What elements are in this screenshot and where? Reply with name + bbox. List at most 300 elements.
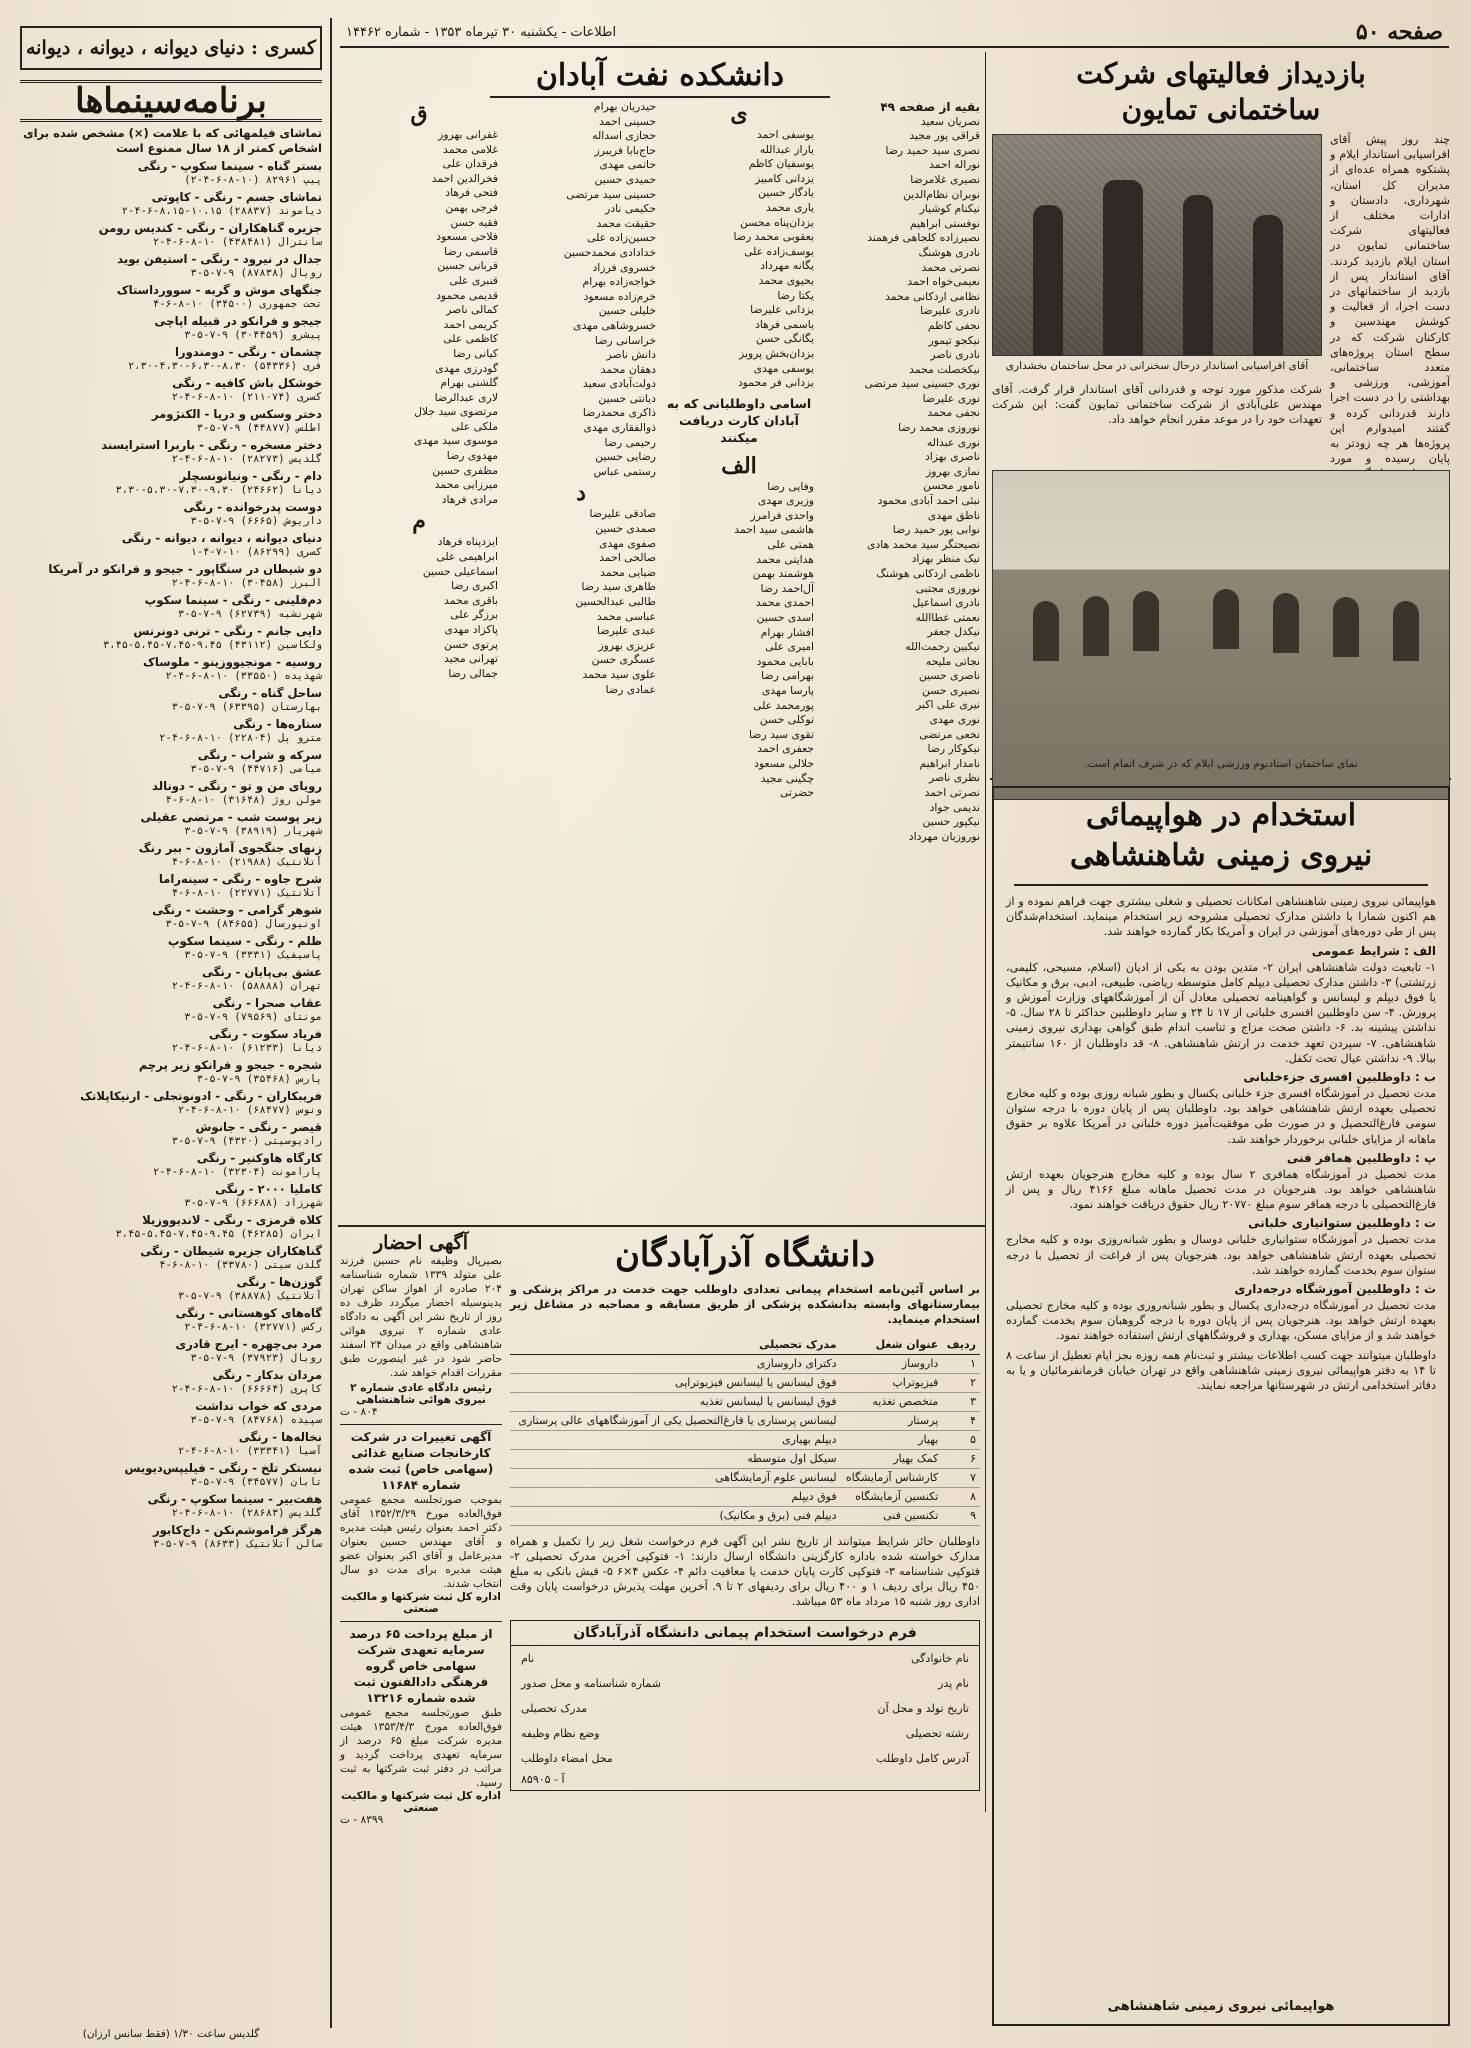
candidate-name: رحیمی رضا — [604, 435, 656, 449]
movie-item — [20, 1182, 322, 1210]
movie-item — [20, 624, 322, 652]
movie-item — [20, 159, 322, 187]
movie-title: سرکه و شراب - رنگی — [197, 748, 322, 762]
tamayon-article — [992, 56, 1450, 776]
candidate-name: فرجی بهمن — [445, 200, 498, 214]
stadium-arch — [1033, 601, 1059, 661]
air-force-general: ۱- تابعیت دولت شاهنشاهی ایران ۲- متدین بودن به یکی از ادیان (اسلام، مسیحی، کلیمی، زرتشتی) ۳- داشتن مدارک تحصیلی دیپلم کامل متوسطه ریاضی، طبیعی، ادبی، برق و مکانیک یا فوق دیپلم و لیسانس و گواهینامه تحصیلی معادل آن از آموزشگاههای وزارت آموزش و پرورش. ۴- سن داوطلبین افسری خلبانی از ۱۷ تا ۲۴ و سایر داوطلبین حداکثر تا ۲۸ سال. ۵- نداشتن پیشینه بد. ۶- داشتن صحت مزاج و تناسب اندام طبق گواهی بهداری نیروی زمینی شاهنشاهی. ۷- سپردن تعهد خدمت در ارتش شاهنشاهی. ۸- قد داوطلبان از ۱۶۰ سانتیمتر ببالا. ۹- نداشتن عیال تحت تکفل. — [1006, 960, 1436, 1065]
candidate-name: حیدریان بهرام — [593, 100, 656, 113]
movie-showtimes: پیپ ۸۲۹۶۱ (۱۰-۸-۶-۴-۲) — [184, 174, 322, 186]
candidate-name: هاشمی سید احمد — [734, 523, 814, 537]
notice-title: آگهی احضار — [374, 1232, 468, 1254]
movie-showtimes: دیانا (۲۴۶۶۲) ۹،۳۰-۷،۳۰-۵،۳۰-۳،۳۰ — [115, 484, 322, 496]
air-force-title-1: استخدام در هواپیمائی — [1085, 798, 1357, 833]
movie-item — [20, 1306, 322, 1334]
candidate-name: نوری علیرضا — [922, 391, 980, 405]
candidate-name: نیک منظر بهزاد — [911, 552, 980, 566]
form-field-label: نام پدر — [938, 1676, 969, 1690]
movie-showtimes: رکس (۳۲۷۷۱) ۱۰-۸-۶-۴-۲ — [184, 1321, 322, 1333]
movie-showtimes: میامی (۴۴۷۱۶) ۹-۷-۵-۳ — [190, 763, 322, 775]
candidate-name: دولت‌آبادی سعید — [582, 377, 656, 391]
candidate-name: کیانی رضا — [453, 346, 498, 360]
names-list-3 — [506, 100, 656, 479]
names-column — [340, 100, 498, 681]
candidate-name: نیکنام کوشیار — [919, 202, 980, 216]
candidate-name: نیکدل جعفر — [927, 625, 980, 639]
movie-title: فریبکاران - رنگی - ادونوتجلی - ارنیکاپلاتک — [80, 1089, 322, 1103]
candidate-name: ملکی علی — [451, 419, 498, 433]
candidate-name: نصیری غلامرضا — [910, 172, 980, 186]
candidate-name: یکتا رضا — [777, 288, 814, 302]
movie-showtimes: البرز (۳۰۴۵۸) ۱۰-۸-۶-۴-۲ — [171, 577, 322, 589]
candidate-name: گلشنی بهرام — [440, 376, 498, 390]
movie-title: قیصر - رنگی - جانوش — [195, 1120, 322, 1134]
movie-item — [20, 221, 322, 249]
candidate-name: غلامی محمد — [443, 142, 498, 156]
capital-body: طبق صورتجلسه مجمع عمومی فوق‌العاده مورخ ۱۳۵۳/۴/۳ هیئت مدیره شرکت مبلغ ۶۵ درصد از سرمایه تعهدی پرداخت گردید و مراتب در دفتر ثبت شرکتها به ثبت رسید. — [340, 1707, 503, 1789]
candidate-name: رضایی حسین — [595, 450, 656, 464]
candidate-name: نصرتی محمد — [921, 260, 980, 274]
table-cell: فوق دیپلم — [510, 1487, 841, 1506]
stadium-arch — [1083, 596, 1109, 656]
candidate-name: اسدی حسین — [756, 611, 814, 625]
candidate-name: یوسفی مهدی — [753, 361, 814, 375]
candidate-name: نجفی محمد — [927, 406, 980, 420]
movie-showtimes: کسری (۸۶۲۹۹) ۱۰-۷-۴-۱ — [190, 546, 322, 558]
candidate-name: جمالی رضا — [448, 666, 498, 680]
governor-photo-caption: آقای افراسیابی استاندار درحال سخنرانی در محل ساختمان بخشداری — [1005, 360, 1309, 372]
movie-item — [20, 252, 322, 280]
candidate-name: پورمحمد علی — [753, 698, 814, 712]
candidate-name: نصیری حسن — [922, 683, 980, 697]
candidate-name: عباسی محمد — [596, 609, 656, 623]
movie-item — [20, 190, 322, 218]
table-cell: داروساز — [841, 1354, 943, 1373]
movie-title: دختر وسکس و دریا - الکنژومر — [151, 407, 322, 421]
candidate-name: خدادادی محمدحسین — [563, 245, 656, 259]
candidate-name: چگینی مجید — [760, 771, 814, 785]
movie-showtimes: مترو پل (۲۲۸۰۴) ۱۰-۸-۶-۴-۲ — [159, 732, 322, 744]
stadium-arch — [1133, 591, 1159, 651]
capital-title: از مبلغ پرداخت ۶۵ درصد سرمایه تعهدی شرکت سهامی خاص گروه فرهنگی دادالفنون ثبت شده شماره ۱۳۲۱۶ — [340, 1621, 502, 1706]
application-form — [510, 1620, 980, 1791]
candidate-name: خرم‌زاده مسعود — [583, 289, 656, 303]
table-cell: پرستار — [841, 1411, 943, 1430]
movie-item — [20, 407, 322, 435]
capital-code: ۸۳۹۹ - ت — [340, 1814, 384, 1826]
stadium-arch — [1333, 597, 1359, 657]
movie-showtimes: رادیوسیتی (۴۳۲۰) ۹-۷-۵-۳ — [171, 1135, 322, 1147]
movie-item — [20, 717, 322, 745]
movie-item — [20, 438, 322, 466]
candidate-name: یزدان‌بخش پرویز — [738, 346, 814, 360]
candidate-name: موسوی سید مهدی — [413, 434, 498, 448]
table-cell: فوق لیسانس یا لیسانس تغذیه — [510, 1392, 841, 1411]
table-row — [510, 1468, 980, 1487]
movie-item — [20, 1368, 322, 1396]
azarabadegan-ad — [510, 1232, 980, 2022]
table-cell: ۳ — [942, 1392, 980, 1411]
candidate-name: نامور محسن — [923, 479, 980, 493]
candidate-name: تقوی سید رضا — [748, 727, 814, 741]
movie-title: کاملیا ۲۰۰۰ - رنگی — [215, 1182, 322, 1196]
candidate-name: یگانه مهرداد — [760, 259, 814, 273]
air-force-b-body: مدت تحصیل در آموزشگاه افسری جزء خلبانی یکسال و بطور شبانه روزی بوده و کلیه مخارج تحصیلی بعهده ارتش شاهنشاهی خواهد بود. داوطلبان پس از پایان دوره با درجه ستوان سومی فارغ‌التحصیل و در صورت طی موفقیت‌آمیز دوره خلبانی در آمریکا علاوه بر حقوق ماهانه از مزایای خلبانی برخوردار خواهند شد. — [1006, 1087, 1436, 1146]
movie-item — [20, 469, 322, 497]
movie-title: تماشای جسم - رنگی - کاپوتی — [151, 190, 322, 204]
candidate-name: قراقی پور مجید — [909, 129, 980, 143]
movie-title: دنیای دیوانه ، دیوانه ، دیوانه - رنگی — [121, 531, 322, 545]
movie-title: مرد بی‌چهره - ایرج قادری — [175, 1337, 322, 1351]
candidate-name: ندیمی جواد — [929, 800, 980, 814]
candidate-name: ناصری بهزاد — [924, 450, 980, 464]
candidate-name: حاتمی مهدی — [599, 158, 656, 172]
candidate-name: نوابی پور حمید رضا — [892, 523, 980, 537]
candidate-name: نامدار ابراهیم — [919, 756, 980, 770]
tamayon-body: چند روز پیش آقای افراسیابی استاندار ایلام و پشتکوه همراه عده‌ای از مدیران کل استان، شهرداری، دادستان و ادارات مختلف از فعالیتهای شرکت ساختمانی تمایون در استان ایلام بازدید کردند. آقای استاندار پس از بازدید از ساختمانهای در دست اجرا، از فعالیت و کوشش مهندسین و کارکنان شرکت که در سطح استان پروژه‌های متعدد ساختمانی، آموزشی، ورزشی و بهداشتی را در دست اجرا دارند قدردانی کرده و گفتند امیدوارم این پروژه‌ها هر چه زودتر به پایان رسیده و مورد — [1330, 133, 1450, 466]
issue-line: اطلاعات - یکشنبه ۳۰ تیرماه ۱۳۵۳ - شماره ۱۴۴۶۲ — [346, 24, 617, 40]
form-row — [511, 1696, 979, 1721]
table-cell: ۵ — [942, 1430, 980, 1449]
section-rule — [338, 1225, 985, 1227]
form-row — [511, 1746, 979, 1771]
form-field-label: شماره شناسنامه و محل صدور — [521, 1676, 661, 1690]
candidate-name: لاری عبدالرضا — [434, 390, 498, 404]
names-list-5 — [506, 507, 656, 697]
names-list-1 — [822, 115, 980, 845]
movie-title: خوشکل باش کافیه - رنگی — [172, 376, 322, 390]
cinema-intro: تماشای فیلمهائی که با علامت (×) مشخص شده برای اشخاص کمتر از ۱۸ سال ممنوع است — [23, 126, 322, 155]
table-cell: ۷ — [942, 1468, 980, 1487]
table-cell: ۶ — [942, 1449, 980, 1468]
notice-code: ۸۰۴ - ت — [340, 1406, 378, 1418]
movie-showtimes: مولن روژ (۳۱۶۴۸) ۱۰-۸-۶-۴ — [165, 794, 322, 806]
movie-item — [20, 686, 322, 714]
movie-item — [20, 562, 322, 590]
movie-showtimes: داریوش (۶۶۶۵) ۹-۷-۵-۳ — [190, 515, 322, 527]
movie-showtimes: پاسیفیک (۳۳۳۱) ۹-۷-۵-۳ — [184, 949, 322, 961]
abadan-title: دانشکده نفت آبادان — [490, 56, 830, 98]
candidate-name: نیکبین رحمت‌الله — [905, 639, 980, 653]
letter-heading: د — [576, 480, 586, 507]
candidate-name: نوروزی محمد رضا — [898, 421, 980, 435]
tamayon-headline-1: بازدیداز فعالیتهای شرکت — [1076, 57, 1366, 90]
movie-title: دوست پدرخوانده - رنگی — [183, 500, 322, 514]
governor-photo — [992, 134, 1322, 356]
candidate-name: هوشمند بهمن — [752, 567, 814, 581]
movie-title: دایی جانم - رنگی - ترنی دونرنس — [133, 624, 322, 638]
candidate-name: یاسمی فرهاد — [755, 317, 814, 331]
candidate-name: فقیه حسن — [450, 215, 498, 229]
table-cell: ۹ — [942, 1506, 980, 1525]
air-force-sign: هواپیمائی نیروی زمینی شاهنشاهی — [1107, 1999, 1335, 2014]
candidate-name: حقیقت محمد — [596, 216, 656, 230]
candidate-name: امیری علی — [765, 640, 814, 654]
movie-item — [20, 1027, 322, 1055]
cinema-title: برنامه‌سینماها — [20, 80, 322, 122]
table-header: عنوان شغل — [841, 1336, 943, 1355]
letter-heading: ق — [410, 101, 428, 127]
air-force-sec-s: ث : داوطلبین آموزشگاه درجه‌داری — [1234, 1282, 1436, 1297]
movie-item — [20, 1120, 322, 1148]
form-fields — [511, 1646, 979, 1771]
person-figure — [1253, 215, 1283, 355]
movie-title: فریاد سکوت - رنگی — [209, 1027, 322, 1041]
movie-item — [20, 655, 322, 683]
candidate-name: نوری مهدی — [929, 712, 980, 726]
candidate-name: ناظمی اردکانی هوشنگ — [876, 567, 980, 580]
candidate-name: قربانی حسین — [437, 259, 498, 273]
movie-item — [20, 996, 322, 1024]
movie-item — [20, 345, 322, 373]
candidate-name: همتی علی — [767, 538, 814, 552]
movie-item — [20, 1337, 322, 1365]
movie-title: کارگاه هاوکنیر - رنگی — [196, 1151, 322, 1165]
masthead — [340, 18, 1449, 48]
candidate-name: قاسمی رضا — [444, 244, 498, 258]
movie-list — [20, 159, 322, 1551]
form-field-label: نام — [521, 1651, 535, 1665]
tamayon-headline-2: ساختمانی تمایون — [1121, 93, 1321, 126]
movie-item — [20, 1213, 322, 1241]
movie-title: ساحل گناه - رنگی — [218, 686, 322, 700]
form-field-label: نام خانوادگی — [911, 1651, 969, 1665]
candidate-name: علوی سید محمد — [582, 667, 656, 681]
candidate-name: نعیمی‌خواه احمد — [907, 275, 980, 289]
movie-title: مردی که خواب نداشت — [195, 1399, 322, 1413]
letter-heading: الف — [721, 452, 757, 479]
candidate-name: کریمی احمد — [443, 317, 498, 331]
candidate-name: توکلی حسن — [759, 713, 814, 727]
table-row — [510, 1411, 980, 1430]
table-row — [510, 1487, 980, 1506]
tamayon-side-note: شرکت مذکور مورد توجه و قدردانی آقای استاندار قرار گرفت. آقای مهندس علی‌آبادی از شرکت ساختمانی تمایون گفت: این شرکت تعهدات خود را در موعد مقرر انجام خواهد داد. — [992, 383, 1322, 427]
movie-title: کلاه قرمزی - رنگی - لاندیووزیلا — [142, 1213, 322, 1227]
movie-title: ظلم - رنگی - سینما سکوپ — [167, 934, 322, 948]
air-force-s-body: مدت تحصیل در آموزشگاه درجه‌داری یکسال و بطور شبانه‌روزی بوده و کلیه مخارج تحصیلی بعهده ارتش خواهد بود. هنرجویان پس از پایان دوره با درجه گروهبان سوم بخدمت گمارده خواهند شد و از مزایای مسکن، بهداری و فروشگاههای ارتش استفاده خواهند نمود. — [1006, 1299, 1436, 1343]
candidate-name: خسروشاهی مهدی — [573, 318, 656, 332]
movie-item — [20, 1399, 322, 1427]
movie-title: جنگهای موش و گربه - سوورداستاک — [116, 283, 322, 297]
abadan-article — [340, 56, 980, 1221]
candidate-name: یوسف‌زاده علی — [744, 244, 814, 258]
table-cell: کارشناس آزمایشگاه — [841, 1468, 943, 1487]
continued-note: بقیه از صفحه ۴۹ — [880, 100, 980, 114]
form-row — [511, 1646, 979, 1671]
stadium-arch — [1393, 601, 1419, 661]
movie-title: عشق بی‌پایان - رنگی — [202, 965, 322, 979]
candidate-name: ذاکری محمدرضا — [582, 406, 656, 420]
candidate-name: یوسفی احمد — [756, 128, 814, 141]
candidate-name: نوبران نظام‌الدین — [903, 187, 980, 201]
candidate-name: اکبری رضا — [451, 579, 498, 593]
table-row — [510, 1373, 980, 1392]
letter-heading: ی — [730, 101, 748, 127]
air-force-t-body: مدت تحصیل در آموزشگاه ستوانیاری خلبانی دوسال و بطور شبانه‌روزی بوده و کلیه مخارج تحصیلی بعهده ارتش شاهنشاهی خواهد بود. هنرجویان پس از فراغت از تحصیل با درجه ستوان سوم بخدمت گمارده خواهند شد. — [1006, 1233, 1436, 1277]
candidate-name: قدیمی محمود — [436, 288, 498, 302]
candidate-name: ایزدپناه فرهاد — [437, 535, 498, 549]
movie-item — [20, 500, 322, 528]
table-row — [510, 1449, 980, 1468]
candidate-name: پرتوی حسن — [444, 637, 498, 651]
movie-item — [20, 1523, 322, 1551]
movie-title: دختر مسخره - رنگی - باربرا استرایسند — [101, 438, 322, 452]
form-field-label: آدرس کامل داوطلب — [876, 1751, 969, 1765]
candidate-name: عزیزی بهروز — [598, 638, 656, 652]
candidate-name: نوفستی ابراهیم — [909, 216, 980, 230]
names-list-2b — [664, 480, 814, 801]
column-rule — [330, 18, 332, 2028]
movie-title: دو شیطان در سنگاپور - جیجو و فرانکو در آمریکا — [48, 562, 322, 576]
candidate-name: یحیوی محمد — [758, 273, 814, 287]
candidate-name: نوروزی مجتبی — [915, 581, 980, 595]
form-field-label: وضع نظام وظیفه — [521, 1726, 600, 1740]
candidate-name: خلیلی حسین — [598, 304, 656, 318]
candidate-name: مهدوی رضا — [446, 449, 498, 463]
table-cell: متخصص تغذیه — [841, 1392, 943, 1411]
movie-title: جدال در نیرود - رنگی - استیفن بوید — [117, 252, 322, 266]
candidate-name: تهرانی مجید — [443, 652, 498, 666]
movie-title: جزیره گناهکاران - رنگی - کندیس رومن — [98, 221, 322, 235]
table-cell: ۱ — [942, 1354, 980, 1373]
stadium-photo — [992, 470, 1450, 800]
movie-item — [20, 1275, 322, 1303]
candidate-name: فتحی فرهاد — [445, 186, 498, 200]
candidate-name: نوری حسینی سید مرتضی — [864, 377, 980, 391]
movie-item — [20, 903, 322, 931]
candidate-name: رستمی عباس — [593, 464, 656, 478]
candidate-name: نظامی اردکانی محمد — [885, 289, 980, 303]
form-code: آ - ۸۵۹۰۵ — [521, 1772, 565, 1786]
candidate-name: نصری سید حمید رضا — [885, 143, 980, 157]
candidate-name: نخعی مرتضی — [919, 727, 980, 741]
movie-showtimes: آتلانتیک (۲۱۹۸۸) ۱۰-۸-۶-۴ — [171, 856, 322, 868]
movie-item — [20, 531, 322, 559]
table-cell: تکنسین آزمایشگاه — [841, 1487, 943, 1506]
movie-showtimes: آتلانتیک (۲۲۷۷۱) ۱۰-۸-۶-۴ — [171, 887, 322, 899]
movie-showtimes: مونتای (۷۹۵۶۹) ۹-۷-۵-۳ — [184, 1011, 322, 1023]
table-cell: دکترای داروسازی — [510, 1354, 841, 1373]
movie-title: گناهکاران جزیره شیطان - رنگی — [140, 1244, 322, 1258]
person-figure — [1033, 205, 1063, 355]
table-cell: بهیار — [841, 1430, 943, 1449]
movie-showtimes: آسیا (۳۳۳۴۱) ۱۰-۸-۶-۴-۲ — [178, 1445, 322, 1457]
candidate-name: صمدی حسین — [595, 522, 656, 536]
names-list-7 — [340, 535, 498, 681]
candidate-name: اسماعیلی حسین — [422, 564, 498, 578]
candidate-name: بابایی محمود — [756, 654, 814, 668]
candidate-name: نظری ناصر — [928, 771, 980, 785]
movie-item — [20, 748, 322, 776]
air-force-sec-a: الف : شرایط عمومی — [1311, 943, 1436, 958]
candidate-name: نوروزیان مهرداد — [908, 829, 980, 843]
table-row — [510, 1430, 980, 1449]
movie-showtimes: تابان (۳۴۵۷۷) ۹-۷-۵-۳ — [190, 1476, 322, 1488]
movie-showtimes: دیاموند (۲۸۸۳۷) ۱۰،۱۵-۸،۱۵-۶-۴-۲ — [121, 205, 322, 217]
names-column — [822, 100, 980, 844]
movie-showtimes: آتلانتیک (۳۸۸۷۸) ۹-۷-۵-۳ — [178, 1290, 322, 1302]
movie-title: شرح جاوه - رنگی - سینه‌راما — [158, 872, 322, 886]
movie-title: نیستکر تلخ - رنگی - فیلیپس‌دیویس — [124, 1461, 322, 1475]
table-cell: فیزیوتراپ — [841, 1373, 943, 1392]
candidate-name: وفایی رضا — [767, 479, 814, 493]
table-cell: کمک بهیار — [841, 1449, 943, 1468]
table-cell: لیسانس علوم آزمایشگاهی — [510, 1468, 841, 1487]
candidate-name: مرتضوی سید جلال — [414, 405, 498, 419]
candidate-name: باقری محمد — [444, 593, 498, 607]
candidate-name: یادگار حسین — [758, 186, 814, 200]
movie-title: زنهای جنگجوی آمازون - ببر رنگ — [138, 841, 322, 855]
candidate-name: نصیحتگر سید محمد هادی — [867, 537, 980, 551]
table-cell: تکنسین فنی — [841, 1506, 943, 1525]
change-sign: اداره کل ثبت شرکتها و مالکیت صنعتی — [341, 1591, 501, 1615]
candidate-name: نادری علیرضا — [920, 304, 980, 318]
movie-item — [20, 1461, 322, 1489]
cinema-top-banner: کسری : دنیای دیوانه ، دیوانه ، دیوانه — [20, 26, 322, 70]
change-title: آگهی تغییرات در شرکت کارخانجات صنایع غذائی (سهامی خاص) ثبت شده شماره ۱۱۶۸۴ — [340, 1424, 502, 1493]
movie-item — [20, 593, 322, 621]
candidate-name: حجازی اسداله — [592, 129, 656, 143]
notices-column — [340, 1232, 502, 2022]
movie-title: شوهر گرامی - وحشت - رنگی — [152, 903, 322, 917]
movie-title: دم‌فلینی - رنگی - سینما سکوپ — [144, 593, 322, 607]
candidate-name: نیکخصلت محمد — [909, 362, 980, 376]
air-force-p-body: مدت تحصیل در آموزشگاه همافری ۲ سال بوده و کلیه مخارج هنرجویان بعهده ارتش شاهنشاهی خواهد بود. هنرجویان در مدت تحصیل ماهانه مبلغ ۴۱۶۶ ریال و پس از فارغ‌التحصیلی با درجه همافر سوم مبلغ ۲۰۷۷۰ ریال حقوق دریافت خواهند نمود. — [1006, 1167, 1437, 1212]
movie-title: ستاره‌ها - رنگی — [233, 717, 322, 731]
movie-title: گاه‌های کوهستانی - رنگی — [175, 1306, 322, 1320]
movie-showtimes: گلدیس (۲۸۶۸۳) ۱۰-۸-۶-۴-۲ — [171, 1507, 322, 1519]
candidate-name: گودرزی مهدی — [435, 361, 498, 375]
table-row — [510, 1354, 980, 1373]
azarabadegan-lead: بر اساس آئین‌نامه استخدام پیمانی تعدادی داوطلب جهت خدمت در مراکز پزشکی و بیمارستانهای وابسته بدانشکده پزشکی از طریق مسابقه و مصاحبه در مشاغل زیر استخدام مینماید. — [510, 1283, 980, 1327]
movie-showtimes: ایران (۴۶۲۸۵) ۹،۴۵-۷،۴۵-۵،۴۵-۳،۴۵ — [115, 1228, 322, 1240]
candidate-name: پارسا مهدی — [761, 684, 814, 697]
candidate-name: ضیایی محمد — [600, 565, 656, 579]
candidate-name: افشار بهرام — [760, 625, 814, 639]
candidate-name: نبئی احمد آبادی محمود — [877, 494, 980, 508]
air-force-sec-p: پ : داوطلبین همافر فنی — [1286, 1150, 1436, 1165]
person-figure — [1183, 195, 1213, 355]
candidate-name: ابراهیمی علی — [436, 550, 498, 564]
candidate-name: حسین‌زاده علی — [587, 231, 656, 245]
candidate-name: خسروی فرزاد — [592, 260, 656, 274]
candidate-name: نعمتی عطاالله — [915, 610, 980, 624]
names-list-2 — [664, 128, 814, 391]
form-field-label: تاریخ تولد و محل آن — [877, 1701, 969, 1715]
movie-item — [20, 314, 322, 342]
candidate-name: نجفی کاظم — [927, 318, 980, 332]
candidate-name: میرزایی محمد — [434, 478, 498, 492]
movie-showtimes: پیشرو (۳۰۴۴۵۹) ۹-۷-۵-۳ — [184, 329, 322, 341]
movie-item — [20, 376, 322, 404]
candidate-name: غفرانی بهروز — [438, 128, 498, 141]
air-force-lead: هواپیمائی نیروی زمینی شاهنشاهی امکانات تحصیلی و شغلی بیشتری جهت فراهم نموده و از هم اکنون شمارا با داشتن مدارک تحصیلی مشروحه زیر استخدام مینماید. استخدام‌شدگان پس از طی دوره‌های آموزشی در ایران و آمریکا بکار گمارده خواهند شد. — [1006, 895, 1436, 939]
candidate-name: حکیمی نادر — [605, 202, 656, 216]
azarabadegan-conditions: داوطلبان حائز شرایط میتوانند از تاریخ نشر این آگهی فرم درخواست شغل زیر را تکمیل و همراه مدارک خواسته شده باداره کارگزینی دانشگاه ارسال دارند: ۱- فتوکپی آخرین مدرک تحصیلی ۲- فتوکپی شناسنامه ۳- فتوکپی کارت پایان خدمت یا معافیت دائم ۴- عکس ۴×۶ ۵- فیش بانکی به مبلغ ۴۵۰ ریال برای ردیف ۱ و ۴۰۰ ریال برای ردیفهای ۲ تا ۹. آخرین مهلت پذیرش درخواست پایان وقت اداری روز شنبه ۱۵ مرداد ماه ۵۳ میباشد. — [510, 1534, 981, 1609]
candidate-name: نیکجو تیمور — [928, 333, 980, 347]
candidate-name: حسینی احمد — [599, 114, 656, 128]
candidate-name: هدایتی محمد — [756, 552, 814, 566]
movie-title: بستر گناه - سینما سکوپ - رنگی — [137, 159, 322, 173]
movie-title: هرگز فراموشم‌نکن - داج‌کابور — [152, 1523, 322, 1537]
movie-title: جیجو و فرانکو در قبیله اپاچی — [154, 314, 322, 328]
candidate-name: نادری هوشنگ — [918, 245, 980, 259]
candidate-name: طاهری سید رضا — [581, 580, 656, 594]
letter-heading: م — [412, 508, 426, 535]
candidate-name: عبدی علیرضا — [597, 624, 656, 638]
table-cell: ۴ — [942, 1411, 980, 1430]
candidate-name: برزگر علی — [450, 608, 498, 622]
